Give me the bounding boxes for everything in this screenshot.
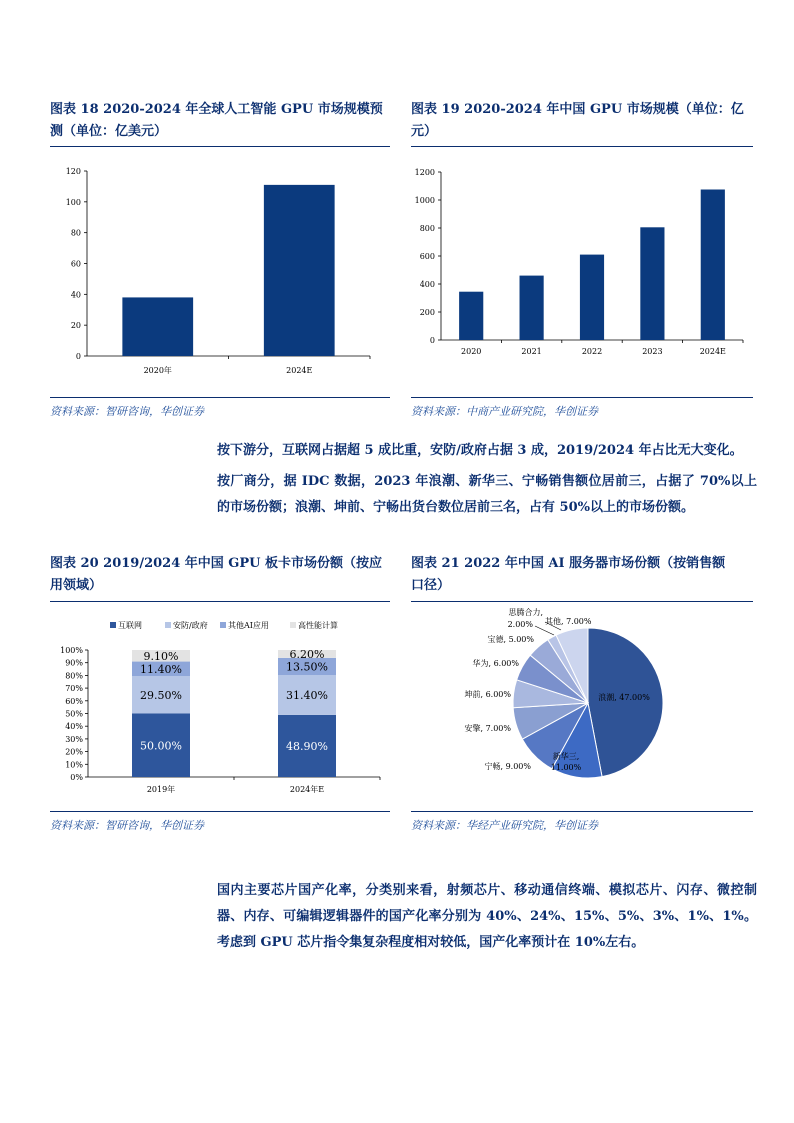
fig20-legend-swatch [220,622,226,628]
paragraph-downstream: 按下游分，互联网占据超 5 成比重，安防/政府占据 3 成，2019/2024 年占比无大变化。 [217,443,743,458]
fig20-y-tick-label: 50% [65,709,83,719]
paragraph-localization: 国内主要芯片国产化率，分类别来看，射频芯片、移动通信终端、模拟芯片、闪存、微控制器、内存、可编辑逻辑器件的国产化率分别为 40%、24%、15%、5%、3%、1%、1%。考虑到 GPU 芯片指令集复杂程度相对较低，国产化率预计在 10%左右。 [217,883,757,950]
fig19-source: 资料来源：中商产业研究院，华创证券 [411,405,598,418]
fig20-data-label: 9.10% [143,649,179,663]
fig20-bottom-rule [50,811,390,812]
fig20-data-label: 48.90% [286,739,328,753]
fig19-chart [411,158,753,388]
fig20-top-rule [50,601,390,602]
fig18-bar [122,297,193,356]
fig19-bar [580,255,604,340]
fig21-bottom-rule [411,811,753,812]
fig20-legend-label: 其他AI应用 [228,621,269,630]
fig20-legend-swatch [110,622,116,628]
fig18-title [50,99,395,143]
fig21-slice-label: 宝德, 5.00% [487,635,534,644]
fig18-y-tick-label: 0 [75,352,81,361]
paragraph-vendors: 按厂商分，据 IDC 数据，2023 年浪潮、新华三、宁畅销售额位居前三，占据了 70%以上的市场份额；浪潮、坤前、宁畅出货台数位居前三名，占有 50%以上的市场份额。 [217,474,757,515]
fig21-pie-slice [588,628,663,777]
fig19-bar [459,292,483,340]
fig20-data-label: 31.40% [286,688,328,702]
fig19-y-tick-label: 0 [429,336,435,345]
fig20-y-tick-label: 80% [65,671,83,681]
fig19-x-tick-label: 2024E [699,347,726,356]
fig18-y-tick-label: 60 [70,259,81,269]
fig19-title-line1: 图表 19 2020-2024 年中国 GPU 市场规模（单位：亿 [411,102,744,117]
fig18-x-tick-label: 2020年 [143,366,172,375]
fig21-slice-label: 浪潮, 47.00% [598,693,650,702]
fig19-x-tick-label: 2021 [521,347,542,356]
fig20-legend-label: 安防/政府 [173,621,208,630]
fig19-x-tick-label: 2023 [642,347,663,356]
fig19-y-tick-label: 600 [419,252,435,261]
fig20-x-tick-label: 2019年 [146,785,176,794]
fig21-title-line2: 口径） [411,578,451,593]
fig18-chart [50,158,390,388]
fig21-slice-label: 坤前, 6.00% [464,690,511,699]
fig21-chart [411,602,753,807]
fig21-slice-label: 安擎, 7.00% [464,724,511,733]
fig20-title-line2: 用领域） [50,578,103,593]
fig21-slice-label: 11.00% [550,763,582,772]
fig19-bar [520,276,544,340]
fig19-y-tick-label: 200 [419,308,435,317]
fig20-data-label: 11.40% [140,662,182,676]
fig20-source: 资料来源：智研咨询，华创证券 [50,819,204,832]
fig20-y-tick-label: 100% [60,646,83,655]
fig18-top-rule [50,146,390,147]
fig18-y-tick-label: 20 [70,321,81,331]
fig21-slice-label: 思腾合力, [508,608,543,617]
fig18-title-line1: 图表 18 2020-2024 年全球人工智能 GPU 市场规模预 [50,102,383,117]
fig20-legend-label: 高性能计算 [298,621,338,630]
fig18-bottom-rule [50,397,390,398]
fig20-data-label: 13.50% [286,660,328,674]
fig21-title-line1: 图表 21 2022 年中国 AI 服务器市场份额（按销售额 [411,556,726,571]
fig20-title [50,553,395,597]
fig20-y-tick-label: 10% [65,760,83,770]
fig20-y-tick-label: 40% [65,722,83,732]
fig19-bottom-rule [411,397,753,398]
fig20-data-label: 29.50% [140,688,182,702]
fig19-y-tick-label: 1200 [414,168,435,177]
fig18-x-tick-label: 2024E [286,366,313,375]
fig21-slice-label: 其他, 7.00% [545,617,592,626]
fig18-source: 资料来源：智研咨询，华创证券 [50,405,204,418]
fig19-y-tick-label: 800 [419,224,435,233]
fig19-bar [701,190,725,341]
fig18-bar [264,185,335,356]
fig20-title-line1: 图表 20 2019/2024 年中国 GPU 板卡市场份额（按应 [50,556,383,571]
fig21-slice-label: 华为, 6.00% [472,659,519,668]
fig19-x-tick-label: 2020 [461,347,482,356]
fig20-y-tick-label: 60% [65,696,83,706]
fig18-y-tick-label: 40 [70,290,81,300]
fig19-title [411,99,756,143]
fig21-slice-label: 2.00% [507,620,533,629]
fig20-legend-swatch [165,622,171,628]
fig20-y-tick-label: 0% [70,773,83,782]
fig21-slice-label: 宁畅, 9.00% [484,762,531,771]
fig20-legend-label: 互联网 [118,621,142,630]
fig21-title [411,553,756,597]
fig19-top-rule [411,146,753,147]
fig20-x-tick-label: 2024年E [289,785,325,794]
fig20-legend-swatch [290,622,296,628]
fig20-y-tick-label: 90% [65,658,83,668]
fig21-source: 资料来源：华经产业研究院，华创证券 [411,819,598,832]
fig19-bar [640,227,664,340]
fig19-y-tick-label: 1000 [414,196,435,205]
fig20-chart [50,612,390,802]
fig20-data-label: 50.00% [140,739,182,753]
fig20-data-label: 6.20% [289,647,325,661]
fig20-y-tick-label: 20% [65,747,83,757]
fig18-title-line2: 测（单位：亿美元） [50,124,168,139]
fig20-y-tick-label: 70% [65,684,83,694]
fig19-title-line2: 元） [411,124,438,139]
fig19-x-tick-label: 2022 [581,347,603,356]
fig19-y-tick-label: 400 [419,280,435,289]
fig18-y-tick-label: 100 [65,197,81,207]
fig18-y-tick-label: 80 [70,228,81,238]
fig21-leader-line [535,626,554,635]
fig18-y-tick-label: 120 [65,167,81,176]
fig21-slice-label: 新华三, [552,752,580,761]
fig20-y-tick-label: 30% [65,734,83,744]
